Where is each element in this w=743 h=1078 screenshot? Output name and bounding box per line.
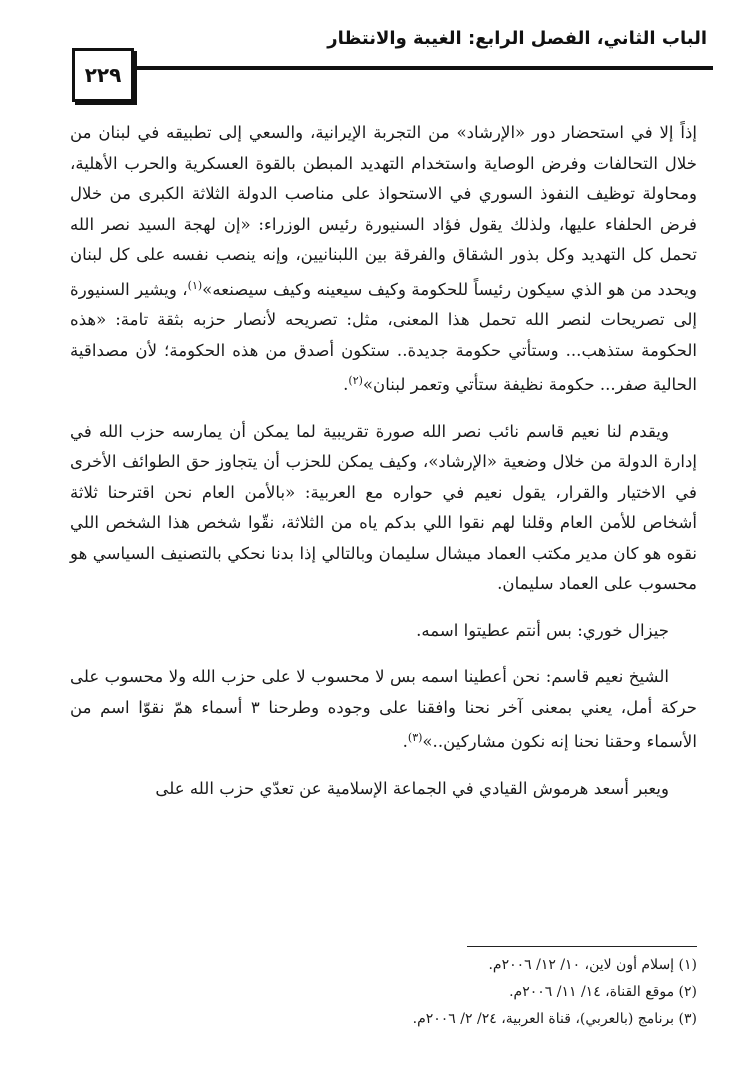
- footnote-ref-3: (٣): [407, 731, 423, 744]
- paragraph-4-text: الشيخ نعيم قاسم: نحن أعطينا اسمه بس لا محسوب لا على حزب الله ولا محسوب على حركة أمل، يعني بمعنى آخر نحنا وافقنا على وجوده وطرحنا ٣ أسماء همّ نقوّا اسم من الأسماء وحقنا نحنا إنه نكون مشاركين..»: [70, 667, 697, 751]
- paragraph-1-text: إذاً إلا في استحضار دور «الإرشاد» من التجربة الإيرانية، والسعي إلى تطبيقه في لبنان من خلال التحالفات وفرض الوصاية واستخدام التهديد المبطن بالقوة العسكرية والحرب الأهلية، ومحاولة توظيف النفوذ السوري في الاستحواذ على مناصب الدولة الثلاثة الكبرى من خلال فرض الحلفاء عليها، ولذلك يقول فؤاد السنيورة رئيس الوزراء: «إن لهجة السيد نصر الله تحمل كل التهديد وكل بذور الشقاق والفرقة بين اللبنانيين، وإنه ينصب نفسه على كل لبنان ويحدد من هو الذي سيكون رئيساً للحكومة وكيف سيعينه وكيف سيصنعه»: [70, 123, 697, 299]
- footnote-1: (١) إسلام أون لاين، ١٠/ ١٢/ ٢٠٠٦م.: [488, 957, 697, 973]
- paragraph-1: إذاً إلا في استحضار دور «الإرشاد» من التجربة الإيرانية، والسعي إلى تطبيقه في لبنان من خلال التحالفات وفرض الوصاية واستخدام التهديد المبطن بالقوة العسكرية والحرب الأهلية، ومحاولة توظيف النفوذ السوري في الاستحواذ على مناصب الدولة الثلاثة الكبرى من خلال فرض الحلفاء عليها، ولذلك يقول فؤاد السنيورة رئيس الوزراء: «إن لهجة السيد نصر الله تحمل كل التهديد وكل بذور الشقاق والفرقة بين اللبنانيين، وإنه ينصب نفسه على كل لبنان ويحدد من هو الذي سيكون رئيساً للحكومة وكيف سيعينه وكيف سيصنعه»$^{(١)}$، ويشير السنيورة إلى تصريحات لنصر الله تحمل هذا المعنى، مثل: تصريحه لأنصار حزبه بثقة تامة: «هذه الحكومة ستذهب... وستأتي حكومة جديدة.. ستكون أصدق من هذه الحكومة؛ لأن مصداقية الحالية صفر... حكومة نظيفة ستأتي وتعمر لبنان»$^{(٢)}$.: [70, 123, 697, 394]
- page-number: ٢٢٩: [72, 48, 134, 102]
- running-head: الباب الثاني، الفصل الرابع: الغيبة والانتظار: [327, 28, 707, 49]
- footnotes: [250, 952, 697, 1033]
- paragraph-1-continued: ، ويشير السنيورة إلى تصريحات لنصر الله تحمل هذا المعنى، مثل: تصريحه لأنصار حزبه بثقة تامة: «هذه الحكومة ستذهب... وستأتي حكومة جديدة.. ستكون أصدق من هذه الحكومة؛ لأن مصداقية الحالية صفر... حكومة نظيفة ستأتي وتعمر لبنان»: [70, 279, 697, 394]
- footnote-ref-1: (١): [187, 278, 203, 292]
- paragraph-4: الشيخ نعيم قاسم: نحن أعطينا اسمه بس لا محسوب لا على حزب الله ولا محسوب على حركة أمل، يعني بمعنى آخر نحنا وافقنا على وجوده وطرحنا ٣ أسماء همّ نقوّا اسم من الأسماء وحقنا نحنا إنه نكون مشاركين..»$^{(٣)}$.: [70, 667, 697, 751]
- footnote-2: (٢) موقع القناة، ١٤/ ١١/ ٢٠٠٦م.: [509, 984, 697, 1000]
- paragraph-5: ويعبر أسعد هرموش القيادي في الجماعة الإسلامية عن تعدّي حزب الله على: [155, 778, 669, 798]
- paragraph-2: ويقدم لنا نعيم قاسم نائب نصر الله صورة تقريبية لما يمكن أن يمارسه حزب الله في إدارة الدولة من خلال وضعية «الإرشاد»، وكيف يمكن للحزب أن يتجاوز حق الطوائف الأخرى في الاختيار والقرار، يقول نعيم في حواره مع العربية: «بالأمن العام نحن اقترحنا ثلاثة أشخاص للأمن العام وقلنا لهم نقوا اللي بدكم ياه من الثلاثة، نقّوا شخص هذا الشخص اللي نقوه هو كان مدير مكتب العماد ميشال سليمان وبالتالي إذا بدنا نحكي بالتصنيف السياسي هو محسوب على العماد سليمان.: [70, 421, 697, 593]
- footnote-ref-2: (٢): [348, 374, 363, 387]
- footnote-rule: [467, 946, 697, 947]
- header-rule: [130, 66, 713, 70]
- paragraph-3: جيزال خوري: بس أنتم عطيتوا اسمه.: [416, 620, 669, 640]
- footnote-3: (٣) برنامج (بالعربي)، قناة العربية، ٢٤/ ٢/ ٢٠٠٦م.: [412, 1011, 697, 1027]
- body-text: [70, 118, 697, 804]
